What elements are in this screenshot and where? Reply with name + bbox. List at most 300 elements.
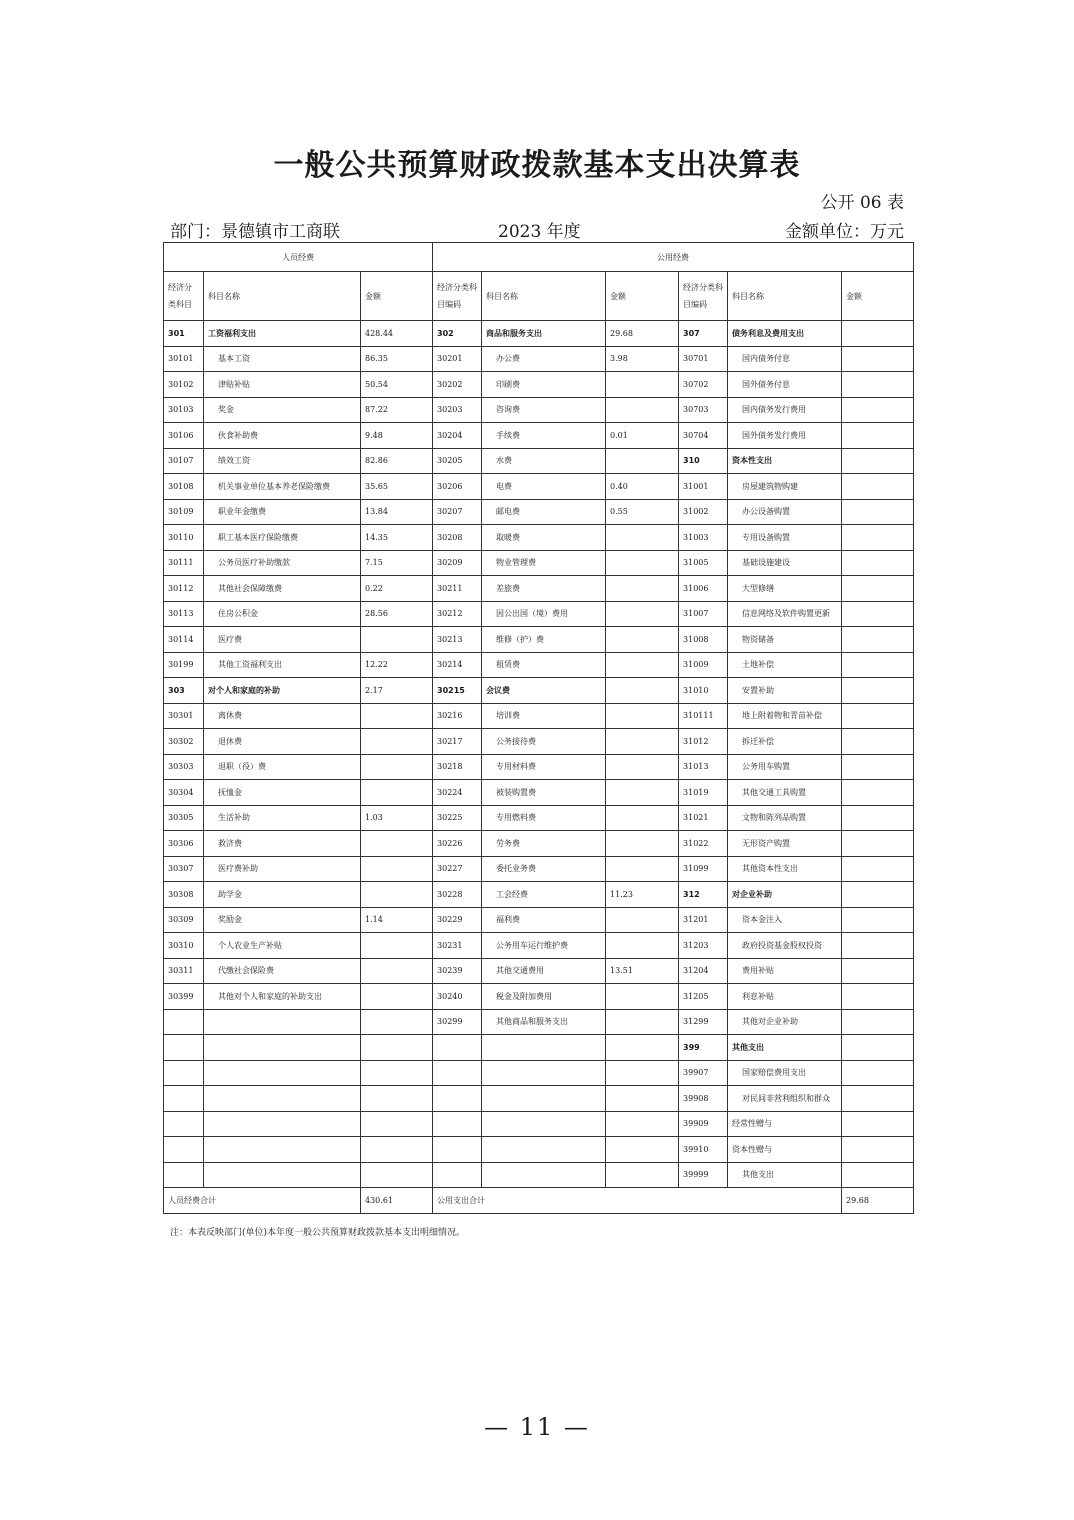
other-name-cell: 办公设备购置	[728, 499, 842, 525]
public-name-cell: 租赁费	[482, 652, 606, 678]
public-amount-cell: 3.98	[606, 346, 679, 372]
other-amount-cell	[842, 601, 914, 627]
public-code-cell: 30204	[433, 423, 482, 449]
personnel-code-cell: 30112	[164, 576, 204, 602]
other-code-cell: 31201	[679, 907, 728, 933]
personnel-name-cell: 抚恤金	[204, 780, 361, 806]
public-amount-cell	[606, 678, 679, 704]
other-name-cell: 大型修缮	[728, 576, 842, 602]
public-code-cell: 30201	[433, 346, 482, 372]
personnel-amount-cell: 12.22	[361, 652, 433, 678]
personnel-name-cell: 其他工资福利支出	[204, 652, 361, 678]
other-code-cell: 31012	[679, 729, 728, 755]
other-amount-cell	[842, 550, 914, 576]
table-row	[164, 984, 914, 1010]
personnel-amount-cell	[361, 1137, 433, 1163]
personnel-amount-cell	[361, 856, 433, 882]
personnel-amount-cell	[361, 1035, 433, 1061]
public-amount-cell	[606, 576, 679, 602]
public-name-cell	[482, 1035, 606, 1061]
public-code-cell: 30228	[433, 882, 482, 908]
other-code-cell: 31299	[679, 1009, 728, 1035]
other-amount-cell	[842, 448, 914, 474]
personnel-amount-cell: 28.56	[361, 601, 433, 627]
personnel-name-cell: 机关事业单位基本养老保险缴费	[204, 474, 361, 500]
public-code-cell	[433, 1137, 482, 1163]
unit-label: 金额单位：万元	[785, 222, 904, 242]
public-amount-cell	[606, 856, 679, 882]
year-label: 2023 年度	[498, 222, 581, 242]
other-amount-cell	[842, 958, 914, 984]
personnel-name-cell	[204, 1162, 361, 1188]
public-name-cell: 税金及附加费用	[482, 984, 606, 1010]
public-code-cell: 30218	[433, 754, 482, 780]
table-row	[164, 627, 914, 653]
other-code-cell: 39910	[679, 1137, 728, 1163]
public-amount-cell: 13.51	[606, 958, 679, 984]
personnel-name-cell	[204, 1035, 361, 1061]
page-number: — 11 —	[484, 1413, 590, 1441]
other-code-cell: 30703	[679, 397, 728, 423]
public-amount-cell	[606, 831, 679, 857]
public-code-cell: 30207	[433, 499, 482, 525]
personnel-amount-cell: 35.65	[361, 474, 433, 500]
other-amount-cell	[842, 346, 914, 372]
other-amount-cell	[842, 397, 914, 423]
personnel-name-cell	[204, 1137, 361, 1163]
personnel-name-cell: 职工基本医疗保险缴费	[204, 525, 361, 551]
other-name-cell: 其他支出	[728, 1035, 842, 1061]
personnel-name-cell: 奖励金	[204, 907, 361, 933]
personnel-amount-cell: 86.35	[361, 346, 433, 372]
public-name-cell: 取暖费	[482, 525, 606, 551]
public-code-cell: 30225	[433, 805, 482, 831]
personnel-amount-cell: 0.22	[361, 576, 433, 602]
public-name-cell: 专用燃料费	[482, 805, 606, 831]
personnel-amount-cell	[361, 1060, 433, 1086]
other-amount-cell	[842, 652, 914, 678]
table-row	[164, 1009, 914, 1035]
table-row	[164, 856, 914, 882]
personnel-name-cell: 助学金	[204, 882, 361, 908]
expenditure-table	[163, 242, 914, 1214]
public-code-cell: 30203	[433, 397, 482, 423]
other-name-cell: 信息网络及软件购置更新	[728, 601, 842, 627]
personnel-code-cell: 301	[164, 321, 204, 347]
public-name-cell: 专用材料费	[482, 754, 606, 780]
personnel-name-cell	[204, 1111, 361, 1137]
other-name-cell: 政府投资基金股权投资	[728, 933, 842, 959]
table-row	[164, 1035, 914, 1061]
public-amount-cell: 29.68	[606, 321, 679, 347]
other-code-cell: 31008	[679, 627, 728, 653]
other-code-cell: 30701	[679, 346, 728, 372]
other-amount-cell	[842, 627, 914, 653]
table-code: 公开 06 表	[820, 193, 904, 213]
personnel-name-cell	[204, 1009, 361, 1035]
other-code-cell: 31205	[679, 984, 728, 1010]
public-code-cell	[433, 1060, 482, 1086]
other-code-cell: 31001	[679, 474, 728, 500]
personnel-code-cell: 30103	[164, 397, 204, 423]
other-code-cell: 31099	[679, 856, 728, 882]
personnel-code-cell: 30108	[164, 474, 204, 500]
public-amount-cell	[606, 933, 679, 959]
col-header-public-name: 科目名称	[482, 272, 606, 321]
personnel-total-label: 人员经费合计	[164, 1188, 361, 1214]
table-row	[164, 321, 914, 347]
other-name-cell: 国家赔偿费用支出	[728, 1060, 842, 1086]
table-row	[164, 1060, 914, 1086]
other-amount-cell	[842, 1162, 914, 1188]
personnel-name-cell: 个人农业生产补贴	[204, 933, 361, 959]
personnel-amount-cell	[361, 780, 433, 806]
other-code-cell: 39907	[679, 1060, 728, 1086]
public-code-cell: 30227	[433, 856, 482, 882]
other-name-cell: 资本金注入	[728, 907, 842, 933]
personnel-amount-cell	[361, 958, 433, 984]
personnel-name-cell: 对个人和家庭的补助	[204, 678, 361, 704]
table-row	[164, 805, 914, 831]
table-row	[164, 831, 914, 857]
other-name-cell: 专用设备购置	[728, 525, 842, 551]
personnel-name-cell	[204, 1060, 361, 1086]
public-amount-cell	[606, 397, 679, 423]
personnel-code-cell	[164, 1162, 204, 1188]
other-amount-cell	[842, 1035, 914, 1061]
public-amount-cell: 11.23	[606, 882, 679, 908]
public-name-cell: 印刷费	[482, 372, 606, 398]
public-name-cell: 委托业务费	[482, 856, 606, 882]
document-title: 一般公共预算财政拨款基本支出决算表	[273, 148, 801, 183]
other-name-cell: 资本性支出	[728, 448, 842, 474]
other-name-cell: 其他资本性支出	[728, 856, 842, 882]
public-code-cell: 30214	[433, 652, 482, 678]
personnel-amount-cell: 9.48	[361, 423, 433, 449]
other-name-cell: 对企业补助	[728, 882, 842, 908]
personnel-code-cell: 30302	[164, 729, 204, 755]
public-name-cell	[482, 1111, 606, 1137]
other-code-cell: 31010	[679, 678, 728, 704]
other-amount-cell	[842, 831, 914, 857]
other-amount-cell	[842, 805, 914, 831]
other-name-cell: 拆迁补偿	[728, 729, 842, 755]
personnel-code-cell	[164, 1086, 204, 1112]
personnel-name-cell: 退休费	[204, 729, 361, 755]
table-row	[164, 780, 914, 806]
other-name-cell: 资本性赠与	[728, 1137, 842, 1163]
table-row	[164, 397, 914, 423]
personnel-amount-cell	[361, 627, 433, 653]
other-amount-cell	[842, 1111, 914, 1137]
other-name-cell: 地上附着物和青苗补偿	[728, 703, 842, 729]
personnel-code-cell: 30308	[164, 882, 204, 908]
personnel-amount-cell	[361, 984, 433, 1010]
col-header-other-amount: 金额	[842, 272, 914, 321]
personnel-amount-cell: 428.44	[361, 321, 433, 347]
public-amount-cell	[606, 627, 679, 653]
other-name-cell: 国外债务发行费用	[728, 423, 842, 449]
public-amount-cell	[606, 1137, 679, 1163]
personnel-amount-cell: 2.17	[361, 678, 433, 704]
personnel-name-cell: 绩效工资	[204, 448, 361, 474]
table-row	[164, 652, 914, 678]
personnel-amount-cell	[361, 1086, 433, 1112]
table-row	[164, 1162, 914, 1188]
other-code-cell: 310	[679, 448, 728, 474]
public-name-cell: 劳务费	[482, 831, 606, 857]
public-amount-cell	[606, 984, 679, 1010]
personnel-name-cell: 公务员医疗补助缴款	[204, 550, 361, 576]
public-code-cell	[433, 1035, 482, 1061]
personnel-name-cell: 救济费	[204, 831, 361, 857]
personnel-code-cell	[164, 1137, 204, 1163]
public-code-cell: 302	[433, 321, 482, 347]
public-amount-cell	[606, 525, 679, 551]
other-amount-cell	[842, 984, 914, 1010]
other-amount-cell	[842, 678, 914, 704]
personnel-amount-cell: 1.14	[361, 907, 433, 933]
personnel-code-cell: 30101	[164, 346, 204, 372]
public-code-cell	[433, 1162, 482, 1188]
table-row	[164, 499, 914, 525]
table-row	[164, 601, 914, 627]
public-amount-cell	[606, 805, 679, 831]
col-header-other-name: 科目名称	[728, 272, 842, 321]
personnel-code-cell: 30310	[164, 933, 204, 959]
other-code-cell: 31003	[679, 525, 728, 551]
other-amount-cell	[842, 1137, 914, 1163]
col-header-public-amount: 金额	[606, 272, 679, 321]
other-code-cell: 30702	[679, 372, 728, 398]
table-row	[164, 729, 914, 755]
public-amount-cell	[606, 1060, 679, 1086]
other-code-cell: 31007	[679, 601, 728, 627]
personnel-code-cell: 30113	[164, 601, 204, 627]
public-code-cell: 30240	[433, 984, 482, 1010]
public-name-cell: 办公费	[482, 346, 606, 372]
public-code-cell: 30206	[433, 474, 482, 500]
group-header-row	[164, 243, 914, 272]
other-code-cell: 31002	[679, 499, 728, 525]
col-header-personnel-amount: 金额	[361, 272, 433, 321]
personnel-amount-cell	[361, 729, 433, 755]
public-name-cell: 咨询费	[482, 397, 606, 423]
public-name-cell: 物业管理费	[482, 550, 606, 576]
personnel-amount-cell	[361, 703, 433, 729]
personnel-code-cell	[164, 1035, 204, 1061]
personnel-code-cell: 30303	[164, 754, 204, 780]
other-code-cell: 39909	[679, 1111, 728, 1137]
other-code-cell: 310111	[679, 703, 728, 729]
other-code-cell: 31204	[679, 958, 728, 984]
table-row	[164, 882, 914, 908]
public-code-cell: 30216	[433, 703, 482, 729]
public-code-cell	[433, 1111, 482, 1137]
column-header-row	[164, 272, 914, 321]
other-name-cell: 其他交通工具购置	[728, 780, 842, 806]
other-code-cell: 31019	[679, 780, 728, 806]
public-name-cell: 邮电费	[482, 499, 606, 525]
public-name-cell: 水费	[482, 448, 606, 474]
table-row	[164, 550, 914, 576]
public-amount-cell	[606, 372, 679, 398]
table-row	[164, 678, 914, 704]
personnel-code-cell: 30110	[164, 525, 204, 551]
other-name-cell: 国内债务发行费用	[728, 397, 842, 423]
personnel-code-cell: 30106	[164, 423, 204, 449]
public-code-cell: 30299	[433, 1009, 482, 1035]
public-code-cell: 30226	[433, 831, 482, 857]
other-code-cell: 30704	[679, 423, 728, 449]
personnel-name-cell: 退职（役）费	[204, 754, 361, 780]
other-amount-cell	[842, 856, 914, 882]
other-code-cell: 399	[679, 1035, 728, 1061]
public-name-cell: 工会经费	[482, 882, 606, 908]
public-amount-cell: 0.01	[606, 423, 679, 449]
personnel-code-cell: 30304	[164, 780, 204, 806]
public-amount-cell	[606, 550, 679, 576]
personnel-total-amount: 430.61	[361, 1188, 433, 1214]
personnel-name-cell: 其他社会保障缴费	[204, 576, 361, 602]
other-code-cell: 31006	[679, 576, 728, 602]
personnel-amount-cell: 50.54	[361, 372, 433, 398]
table-row	[164, 372, 914, 398]
other-amount-cell	[842, 474, 914, 500]
other-code-cell: 31203	[679, 933, 728, 959]
personnel-code-cell: 30306	[164, 831, 204, 857]
personnel-code-cell: 30109	[164, 499, 204, 525]
col-header-personnel-code: 经济分类科目	[164, 272, 204, 321]
personnel-name-cell: 津贴补贴	[204, 372, 361, 398]
personnel-code-cell: 30309	[164, 907, 204, 933]
personnel-code-cell	[164, 1060, 204, 1086]
public-amount-cell	[606, 703, 679, 729]
public-amount-cell	[606, 448, 679, 474]
other-amount-cell	[842, 754, 914, 780]
public-amount-cell	[606, 1162, 679, 1188]
public-amount-cell	[606, 601, 679, 627]
personnel-code-cell: 30305	[164, 805, 204, 831]
other-amount-cell	[842, 321, 914, 347]
public-code-cell: 30217	[433, 729, 482, 755]
personnel-amount-cell	[361, 754, 433, 780]
public-name-cell	[482, 1162, 606, 1188]
other-code-cell: 31005	[679, 550, 728, 576]
other-amount-cell	[842, 1009, 914, 1035]
other-code-cell: 307	[679, 321, 728, 347]
table-row	[164, 423, 914, 449]
other-name-cell: 国内债务付息	[728, 346, 842, 372]
personnel-name-cell	[204, 1086, 361, 1112]
public-group-header: 公用经费	[433, 243, 914, 272]
public-code-cell: 30231	[433, 933, 482, 959]
public-name-cell: 差旅费	[482, 576, 606, 602]
personnel-code-cell: 30301	[164, 703, 204, 729]
personnel-amount-cell	[361, 831, 433, 857]
public-amount-cell	[606, 754, 679, 780]
personnel-name-cell: 离休费	[204, 703, 361, 729]
other-code-cell: 312	[679, 882, 728, 908]
public-code-cell: 30209	[433, 550, 482, 576]
personnel-name-cell: 住房公积金	[204, 601, 361, 627]
other-amount-cell	[842, 525, 914, 551]
other-name-cell: 土地补偿	[728, 652, 842, 678]
public-amount-cell	[606, 729, 679, 755]
public-name-cell: 培训费	[482, 703, 606, 729]
other-amount-cell	[842, 576, 914, 602]
other-name-cell: 安置补助	[728, 678, 842, 704]
other-amount-cell	[842, 780, 914, 806]
table-row	[164, 703, 914, 729]
public-name-cell: 其他交通费用	[482, 958, 606, 984]
public-name-cell: 公务用车运行维护费	[482, 933, 606, 959]
public-name-cell: 被装购置费	[482, 780, 606, 806]
other-name-cell: 其他支出	[728, 1162, 842, 1188]
personnel-code-cell: 303	[164, 678, 204, 704]
personnel-amount-cell	[361, 1162, 433, 1188]
public-code-cell: 30212	[433, 601, 482, 627]
public-total-amount: 29.68	[842, 1188, 914, 1214]
other-name-cell: 房屋建筑物购建	[728, 474, 842, 500]
other-name-cell: 基础设施建设	[728, 550, 842, 576]
public-code-cell: 30215	[433, 678, 482, 704]
table-row	[164, 754, 914, 780]
public-name-cell: 因公出国（境）费用	[482, 601, 606, 627]
other-amount-cell	[842, 1086, 914, 1112]
other-amount-cell	[842, 907, 914, 933]
table-row	[164, 1111, 914, 1137]
other-name-cell: 无形资产购置	[728, 831, 842, 857]
public-total-label: 公用支出合计	[433, 1188, 842, 1214]
public-name-cell: 商品和服务支出	[482, 321, 606, 347]
other-amount-cell	[842, 499, 914, 525]
public-name-cell: 电费	[482, 474, 606, 500]
department-label: 部门：景德镇市工商联	[170, 222, 340, 242]
public-name-cell: 会议费	[482, 678, 606, 704]
other-amount-cell	[842, 729, 914, 755]
col-header-personnel-name: 科目名称	[204, 272, 361, 321]
personnel-code-cell: 30399	[164, 984, 204, 1010]
other-amount-cell	[842, 933, 914, 959]
other-code-cell: 31013	[679, 754, 728, 780]
other-name-cell: 经常性赠与	[728, 1111, 842, 1137]
other-name-cell: 债务利息及费用支出	[728, 321, 842, 347]
personnel-amount-cell: 82.86	[361, 448, 433, 474]
public-name-cell: 维修（护）费	[482, 627, 606, 653]
table-row	[164, 1137, 914, 1163]
public-code-cell: 30224	[433, 780, 482, 806]
other-amount-cell	[842, 372, 914, 398]
personnel-amount-cell: 7.15	[361, 550, 433, 576]
personnel-code-cell: 30311	[164, 958, 204, 984]
personnel-code-cell: 30307	[164, 856, 204, 882]
public-code-cell: 30211	[433, 576, 482, 602]
other-name-cell: 文物和陈列品购置	[728, 805, 842, 831]
public-name-cell: 其他商品和服务支出	[482, 1009, 606, 1035]
public-code-cell	[433, 1086, 482, 1112]
personnel-name-cell: 基本工资	[204, 346, 361, 372]
personnel-name-cell: 工资福利支出	[204, 321, 361, 347]
table-row	[164, 958, 914, 984]
personnel-name-cell: 其他对个人和家庭的补助支出	[204, 984, 361, 1010]
other-code-cell: 31009	[679, 652, 728, 678]
other-name-cell: 其他对企业补助	[728, 1009, 842, 1035]
personnel-code-cell	[164, 1111, 204, 1137]
personnel-name-cell: 奖金	[204, 397, 361, 423]
public-name-cell	[482, 1060, 606, 1086]
col-header-other-code: 经济分类科目编码	[679, 272, 728, 321]
